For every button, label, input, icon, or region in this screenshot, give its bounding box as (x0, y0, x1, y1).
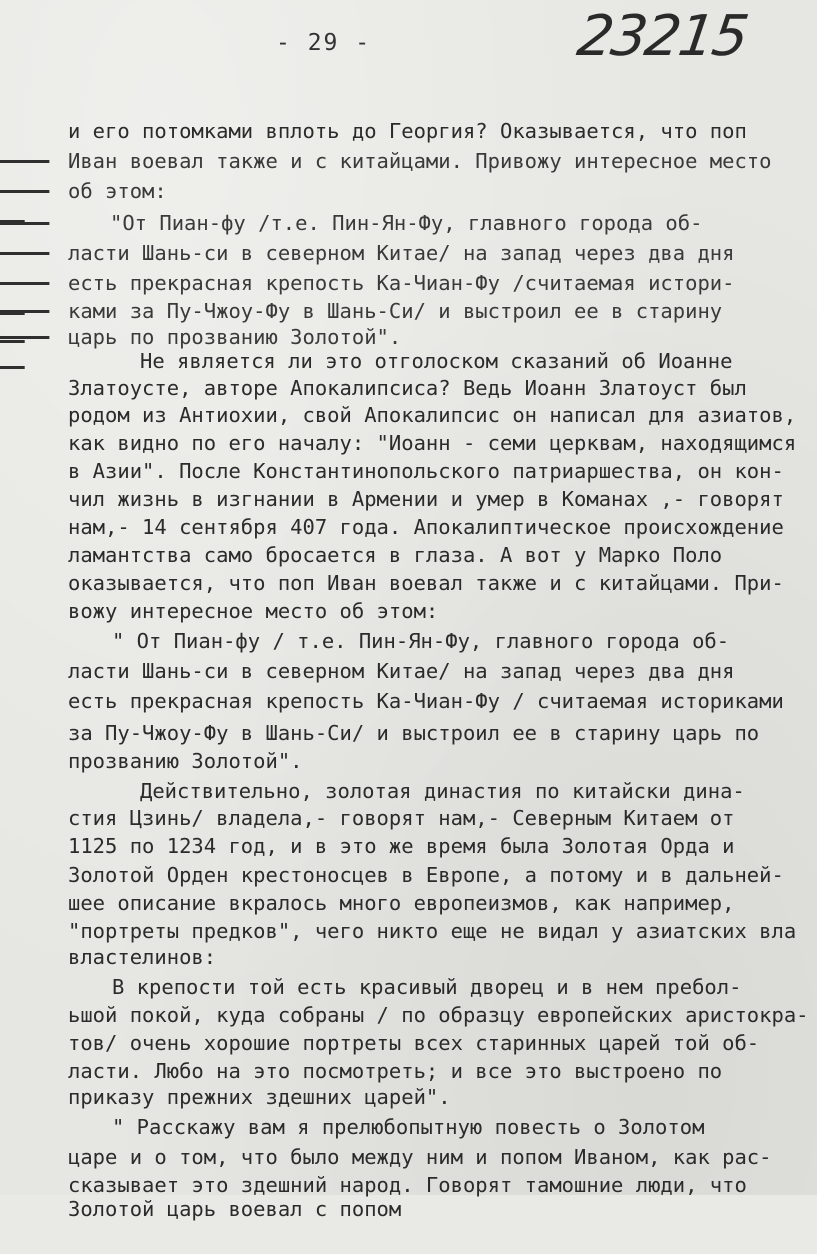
quote-line (0, 596, 817, 653)
text-line (0, 426, 817, 483)
line-text: нам,- 14 сентября 407 года. Апокалиптическое происхождение (68, 515, 784, 539)
line-text: ласти Шань-си в северном Китае/ на запад через два дня (68, 659, 735, 683)
text-line (0, 746, 817, 803)
line-text: ламантства само бросается в глаза. А вот у Марко Поло (68, 543, 723, 567)
line-text: ласти Шань-си в северном Китае/ на запад через два дня (68, 241, 735, 265)
quote-line (0, 1112, 817, 1169)
line-text: есть прекрасная крепость Ка-Чиан-Фу / считаемая историками (68, 689, 784, 713)
text-line (0, 86, 817, 143)
line-text: чил жизнь в изгнании в Армении и умер в Команах ,- говорят (68, 487, 784, 511)
quote-line (0, 716, 817, 773)
line-text: прозванию Золотой". (68, 749, 303, 773)
line-text: царе и о том, что было между ним и попом Иваном, как рас- (68, 1145, 772, 1169)
text-line-struck (0, 208, 817, 265)
text-line (0, 858, 817, 915)
line-text: Золотой Орден крестоносцев в Европе, а потому и в дальней- (68, 863, 784, 887)
line-text: как видно по его началу: "Иоанн - семи церквам, находящимся (68, 431, 797, 455)
text-line (0, 370, 817, 427)
line-text: В крепости той есть красивый дворец и в нем пребол- (112, 975, 742, 999)
line-text: есть прекрасная крепость Ка-Чиан-Фу /считаемая истори- (68, 271, 735, 295)
text-line-struck (0, 146, 817, 203)
line-text: приказу прежних здешних царей". (68, 1085, 451, 1109)
line-text: Иван воевал также и с китайцами. Привожу интересное место (68, 149, 772, 173)
line-text: " Расскажу вам я прелюбопытную повесть о Золотом (112, 1115, 705, 1139)
line-text: Не является ли это отголоском сказаний об Иоанне (140, 349, 733, 373)
text-line (0, 912, 817, 969)
text-line (0, 538, 817, 595)
quote-line (0, 970, 817, 1027)
text-line (0, 773, 817, 830)
line-text: ьшой покой, куда собраны / по образцу европейских аристокра- (68, 1003, 809, 1027)
line-text: царь по прозванию Золотой". (68, 325, 402, 349)
line-text: и его потомками вплоть до Георгия? Оказывается, что поп (68, 119, 747, 143)
line-text: об этом: (68, 179, 167, 203)
line-text: Действительно, золотая династия по китайски дина- (140, 779, 745, 803)
text-line (0, 510, 817, 567)
text-line (0, 830, 817, 887)
quote-line (0, 998, 817, 1055)
text-line (0, 454, 817, 511)
quote-line (0, 626, 817, 683)
line-text: " От Пиан-фу / т.е. Пин-Ян-Фу, главного города об- (112, 629, 730, 653)
quote-line (0, 688, 817, 745)
line-text: вожу интересное место об этом: (68, 599, 439, 623)
line-text: шее описание вкралось много европеизмов, как например, (68, 891, 735, 915)
line-text: за Пу-Чжоу-Фу в Шань-Си/ и выстроил ее в старину царь по (68, 721, 760, 745)
line-text: Золотой царь воевал с попом (68, 1197, 402, 1221)
line-text: стия Цзинь/ владела,- говорят нам,- Северным Китаем от (68, 806, 735, 830)
quote-line (0, 1082, 817, 1139)
text-line (0, 801, 817, 858)
quote-line (0, 656, 817, 713)
text-line-struck (0, 116, 817, 173)
page-number: - 29 - (276, 30, 372, 56)
line-text: сказывает это здешний народ. Говорят тамошние люди, что (68, 1173, 747, 1197)
line-text: "портреты предков", чего никто еще не видал у азиатских вла (68, 919, 797, 943)
quote-line (0, 942, 817, 999)
text-line (0, 482, 817, 539)
quote-line (0, 1052, 817, 1109)
line-text: 1125 по 1234 год, и в это же время была Золотая Орда и (68, 834, 735, 858)
text-line (0, 398, 817, 455)
line-text: родом из Антиохии, свой Апокалипсис он написал для азиатов, (68, 403, 797, 427)
handwritten-archive-number: 23215 (573, 4, 751, 69)
line-text: оказывается, что поп Иван воевал также и с китайцами. При- (68, 571, 784, 595)
line-text: Златоусте, авторе Апокалипсиса? Ведь Иоанн Златоуст был (68, 376, 747, 400)
text-line-struck (0, 178, 817, 235)
line-text: ками за Пу-Чжоу-Фу в Шань-Си/ и выстроил ее в старину (68, 299, 723, 323)
text-line (0, 316, 817, 373)
line-text: "От Пиан-фу /т.е. Пин-Ян-Фу, главного города об- (110, 211, 703, 235)
text-line (0, 566, 817, 623)
quote-line (0, 1164, 817, 1221)
line-text: в Азии". После Константинопольского патриаршества, он кон- (68, 459, 784, 483)
text-line (0, 343, 817, 400)
line-text: властелинов: (68, 945, 217, 969)
line-text: ласти. Любо на это посмотреть; и все это выстроено по (68, 1059, 723, 1083)
text-line-struck (0, 238, 817, 295)
line-text: тов/ очень хорошие портреты всех старинных царей той об- (68, 1031, 760, 1055)
